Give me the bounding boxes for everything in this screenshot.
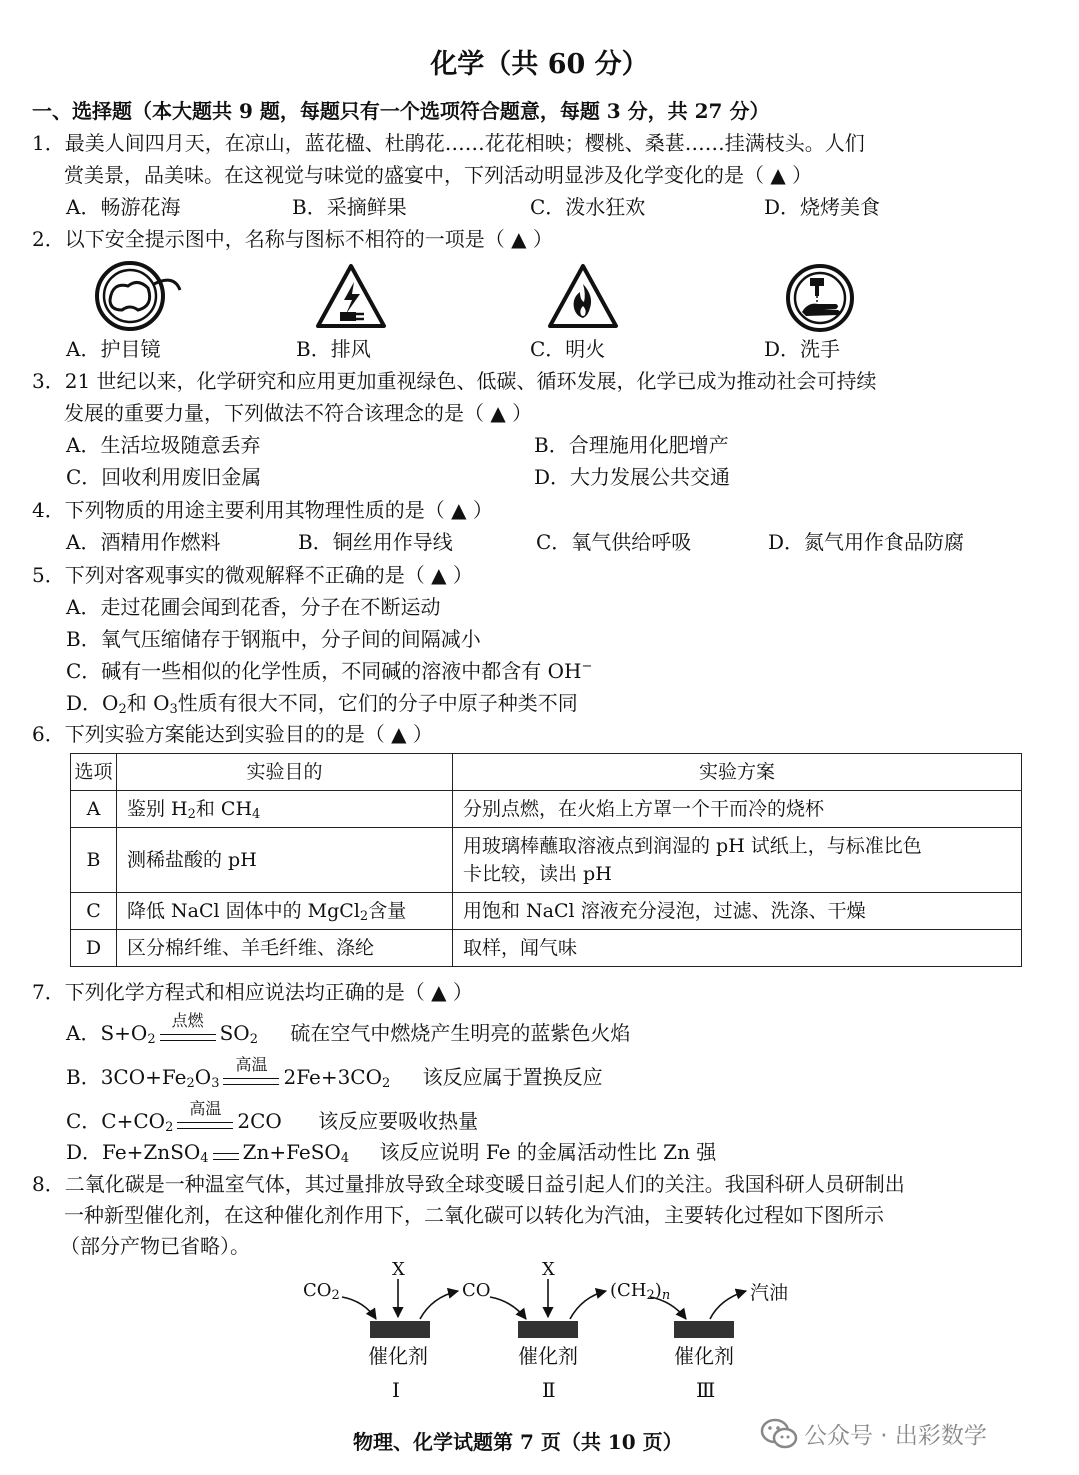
diagram-label-x2: X [542, 1259, 555, 1280]
catalyst-label-2: 催化剂 [518, 1344, 578, 1368]
q1-stem-2: 赏美景，品美味。在这视觉与味觉的盛宴中，下列活动明显涉及化学变化的是（ ▲ ） [64, 163, 813, 187]
table-header-purpose: 实验目的 [117, 754, 453, 791]
table-cell-plan: 用饱和 NaCl 溶液充分浸泡，过滤、洗涤、干燥 [453, 893, 1022, 930]
q6-stem: 6．下列实验方案能达到实验目的的是（ ▲ ） [32, 722, 433, 746]
q3-option-a: A．生活垃圾随意丢弃 [66, 433, 261, 457]
table-cell-option: B [71, 828, 117, 893]
q2-option-d: D．洗手 [764, 337, 841, 361]
table-cell-plan: 用玻璃棒蘸取溶液点到润湿的 pH 试纸上，与标准比色 卡比较，读出 pH [453, 828, 1022, 893]
flame-icon [546, 262, 620, 330]
table-header-option: 选项 [71, 754, 117, 791]
table-cell-purpose: 降低 NaCl 固体中的 MgCl$_2$含量 [117, 893, 453, 930]
q3-option-b: B．合理施用化肥增产 [534, 433, 729, 457]
q3-stem-1: 3．21 世纪以来，化学研究和应用更加重视绿色、低碳、循环发展，化学已成为推动社会可持续 [32, 369, 877, 393]
goggles-icon [94, 260, 186, 332]
diagram-label-x1: X [392, 1259, 405, 1280]
equation-arrow [211, 1141, 241, 1167]
q4-stem: 4．下列物质的用途主要利用其物理性质的是（ ▲ ） [32, 498, 493, 522]
q4-option-c: C．氧气供给呼吸 [536, 530, 692, 554]
q5-stem: 5．下列对客观事实的微观解释不正确的是（ ▲ ） [32, 563, 473, 587]
q4-option-d: D．氮气用作食品防腐 [768, 530, 965, 554]
q5-option-a: A．走过花圃会闻到花香，分子在不断运动 [66, 595, 441, 619]
q5-option-b: B．氧气压缩储存于钢瓶中，分子间的间隔减小 [66, 627, 481, 651]
q5-option-d: D．$O_2$和 $O_3$性质有很大不同，它们的分子中原子种类不同 [66, 691, 578, 717]
diagram-label-ch2n: $(CH_2)_n$ [610, 1280, 671, 1303]
stage-label-1: Ⅰ [392, 1378, 400, 1402]
q2-option-a: A．护目镜 [66, 337, 161, 361]
q5-option-c: C．碱有一些相似的化学性质，不同碱的溶液中都含有 OH− [66, 659, 593, 683]
table-row [71, 791, 1022, 828]
q2-option-c: C．明火 [530, 337, 606, 361]
equation-arrow: 高温 [175, 1110, 235, 1136]
q8-stem-3: （部分产物已省略）。 [60, 1234, 250, 1258]
page-footer: 物理、化学试题第 7 页（共 10 页） [353, 1430, 683, 1454]
table-cell-plan: 取样，闻气味 [453, 930, 1022, 967]
q7-option-d: D．Fe+ZnSO$_4$ Zn+FeSO$_4$ 该反应说明 Fe 的金属活动性比 Zn 强 [66, 1140, 717, 1166]
wechat-icon [760, 1418, 798, 1450]
table-row [71, 930, 1022, 967]
table-cell-option: C [71, 893, 117, 930]
equation-arrow: 高温 [221, 1066, 281, 1092]
table-row [71, 893, 1022, 930]
q4-option-a: A．酒精用作燃料 [66, 530, 221, 554]
equation-arrow: 点燃 [158, 1022, 218, 1048]
q2-option-b: B．排风 [296, 337, 371, 361]
q3-option-c: C．回收利用废旧金属 [66, 465, 262, 489]
diagram-label-co2: $CO_2$ [303, 1280, 340, 1303]
table-row [71, 828, 1022, 893]
table-cell-option: D [71, 930, 117, 967]
hand-wash-icon [784, 262, 856, 334]
q2-stem: 2．以下安全提示图中，名称与图标不相符的一项是（ ▲ ） [32, 227, 553, 251]
table-cell-purpose: 区分棉纤维、羊毛纤维、涤纶 [117, 930, 453, 967]
catalyst-label-3: 催化剂 [674, 1344, 734, 1368]
q1-option-d: D．烧烤美食 [764, 195, 881, 219]
q7-option-c: C．$C+CO_2$ 高温 2CO 该反应要吸收热量 [66, 1098, 479, 1135]
table-cell-option: A [71, 791, 117, 828]
q7-option-b: B．$3CO+Fe_2O_3$ 高温 $2Fe+3CO_2$ 该反应属于置换反应 [66, 1054, 603, 1091]
q7-stem: 7．下列化学方程式和相应说法均正确的是（ ▲ ） [32, 980, 473, 1004]
page-title: 化学（共 60 分） [430, 49, 649, 80]
table-header-row [71, 754, 1022, 791]
q7-option-a: A．$S+O_2$ 点燃 $SO_2$ 硫在空气中燃烧产生明亮的蓝紫色火焰 [66, 1010, 631, 1047]
q1-option-a: A．畅游花海 [66, 195, 181, 219]
q3-stem-2: 发展的重要力量，下列做法不符合该理念的是（ ▲ ） [64, 401, 533, 425]
stage-label-3: Ⅲ [696, 1378, 716, 1402]
q1-option-c: C．泼水狂欢 [530, 195, 646, 219]
table-cell-plan: 分别点燃，在火焰上方罩一个干而冷的烧杯 [453, 791, 1022, 828]
q8-stem-2: 一种新型催化剂，在这种催化剂作用下，二氧化碳可以转化为汽油，主要转化过程如下图所示 [64, 1203, 884, 1227]
stage-label-2: Ⅱ [542, 1378, 556, 1402]
table-cell-purpose: 鉴别 $H_2$和 $CH_4$ [117, 791, 453, 828]
diagram-label-gasoline: 汽油 [750, 1282, 789, 1304]
q3-option-d: D．大力发展公共交通 [534, 465, 731, 489]
table-header-plan: 实验方案 [453, 754, 1022, 791]
q1-option-b: B．采摘鲜果 [292, 195, 407, 219]
diagram-label-co: CO [462, 1280, 491, 1301]
section-heading: 一、选择题（本大题共 9 题，每题只有一个选项符合题意，每题 3 分，共 27 分） [32, 99, 770, 123]
q1-stem-1: 1．最美人间四月天，在凉山，蓝花楹、杜鹃花……花花相映；樱桃、桑葚……挂满枝头。人们 [32, 131, 865, 155]
q4-option-b: B．铜丝用作导线 [298, 530, 453, 554]
catalyst-label-1: 催化剂 [368, 1344, 428, 1368]
q8-stem-1: 8．二氧化碳是一种温室气体，其过量排放导致全球变暖日益引起人们的关注。我国科研人员研制出 [32, 1172, 905, 1196]
experiment-table [70, 753, 1022, 967]
watermark-text: 公众号 · 出彩数学 [804, 1423, 987, 1449]
electric-plug-icon [314, 262, 388, 330]
table-cell-purpose: 测稀盐酸的 pH [117, 828, 453, 893]
